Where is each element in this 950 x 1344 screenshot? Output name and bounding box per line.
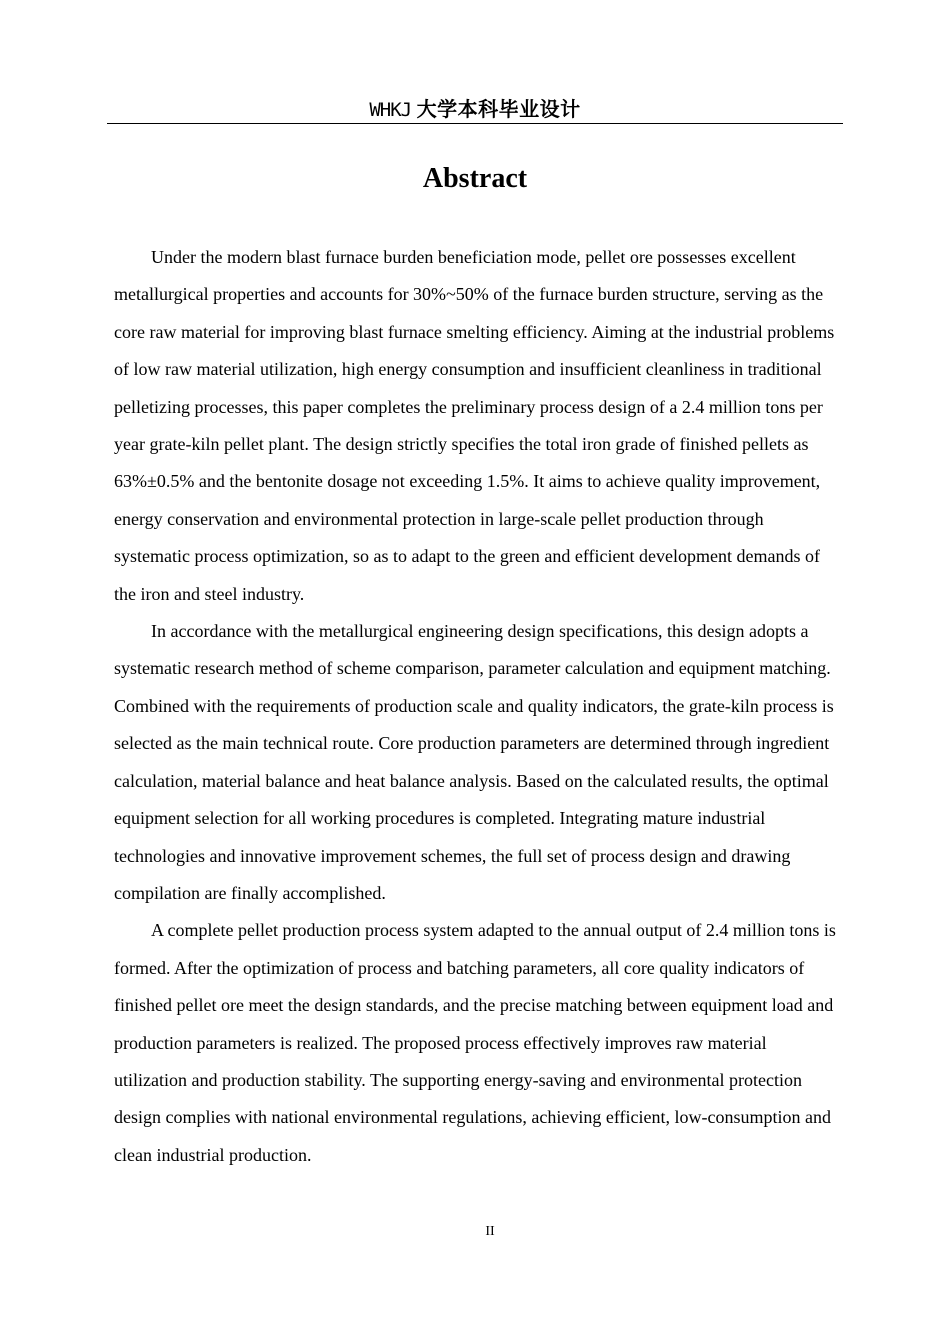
abstract-paragraph-3: A complete pellet production process system adapted to the annual output of 2.4 million tons is formed. After the optimization of process and batching parameters, all core quality indicators of finished pellet ore meet the design standards, and the precise matching between equipment load and production parameters is realized. The proposed process effectively improves raw material utilization and production stability. The supporting energy-saving and environmental protection design complies with national environmental regulations, achieving efficient, low-consumption and clean industrial production.: [114, 920, 836, 1165]
page-title: Abstract: [422, 163, 528, 194]
running-header: [107, 96, 843, 122]
abstract-paragraph-2: In accordance with the metallurgical engineering design specifications, this design adopts a systematic research method of scheme comparison, parameter calculation and equipment matching. Combined with the requirements of production scale and quality indicators, the grate-kiln process is selected as the main technical route. Core production parameters are determined through ingredient calculation, material balance and heat balance analysis. Based on the calculated results, the optimal equipment selection for all working procedures is completed. Integrating mature industrial technologies and innovative improvement schemes, the full set of process design and drawing compilation are finally accomplished.: [114, 621, 834, 903]
abstract-body: [114, 239, 840, 1174]
page-number: II: [485, 1224, 495, 1239]
header-document-type: 大学本科毕业设计: [416, 97, 581, 121]
header-institution-code: WHKJ: [369, 99, 412, 121]
header-rule: [107, 123, 843, 124]
abstract-paragraph-1: Under the modern blast furnace burden beneficiation mode, pellet ore possesses excellent metallurgical properties and accounts for 30%~50% of the furnace burden structure, serving as the core raw material for improving blast furnace smelting efficiency. Aiming at the industrial problems of low raw material utilization, high energy consumption and insufficient cleanliness in traditional pelletizing processes, this paper completes the preliminary process design of a 2.4 million tons per year grate-kiln pellet plant. The design strictly specifies the total iron grade of finished pellets as 63%±0.5% and the bentonite dosage not exceeding 1.5%. It aims to achieve quality improvement, energy conservation and environmental protection in large-scale pellet production through systematic process optimization, so as to adapt to the green and efficient development demands of the iron and steel industry.: [114, 247, 835, 604]
